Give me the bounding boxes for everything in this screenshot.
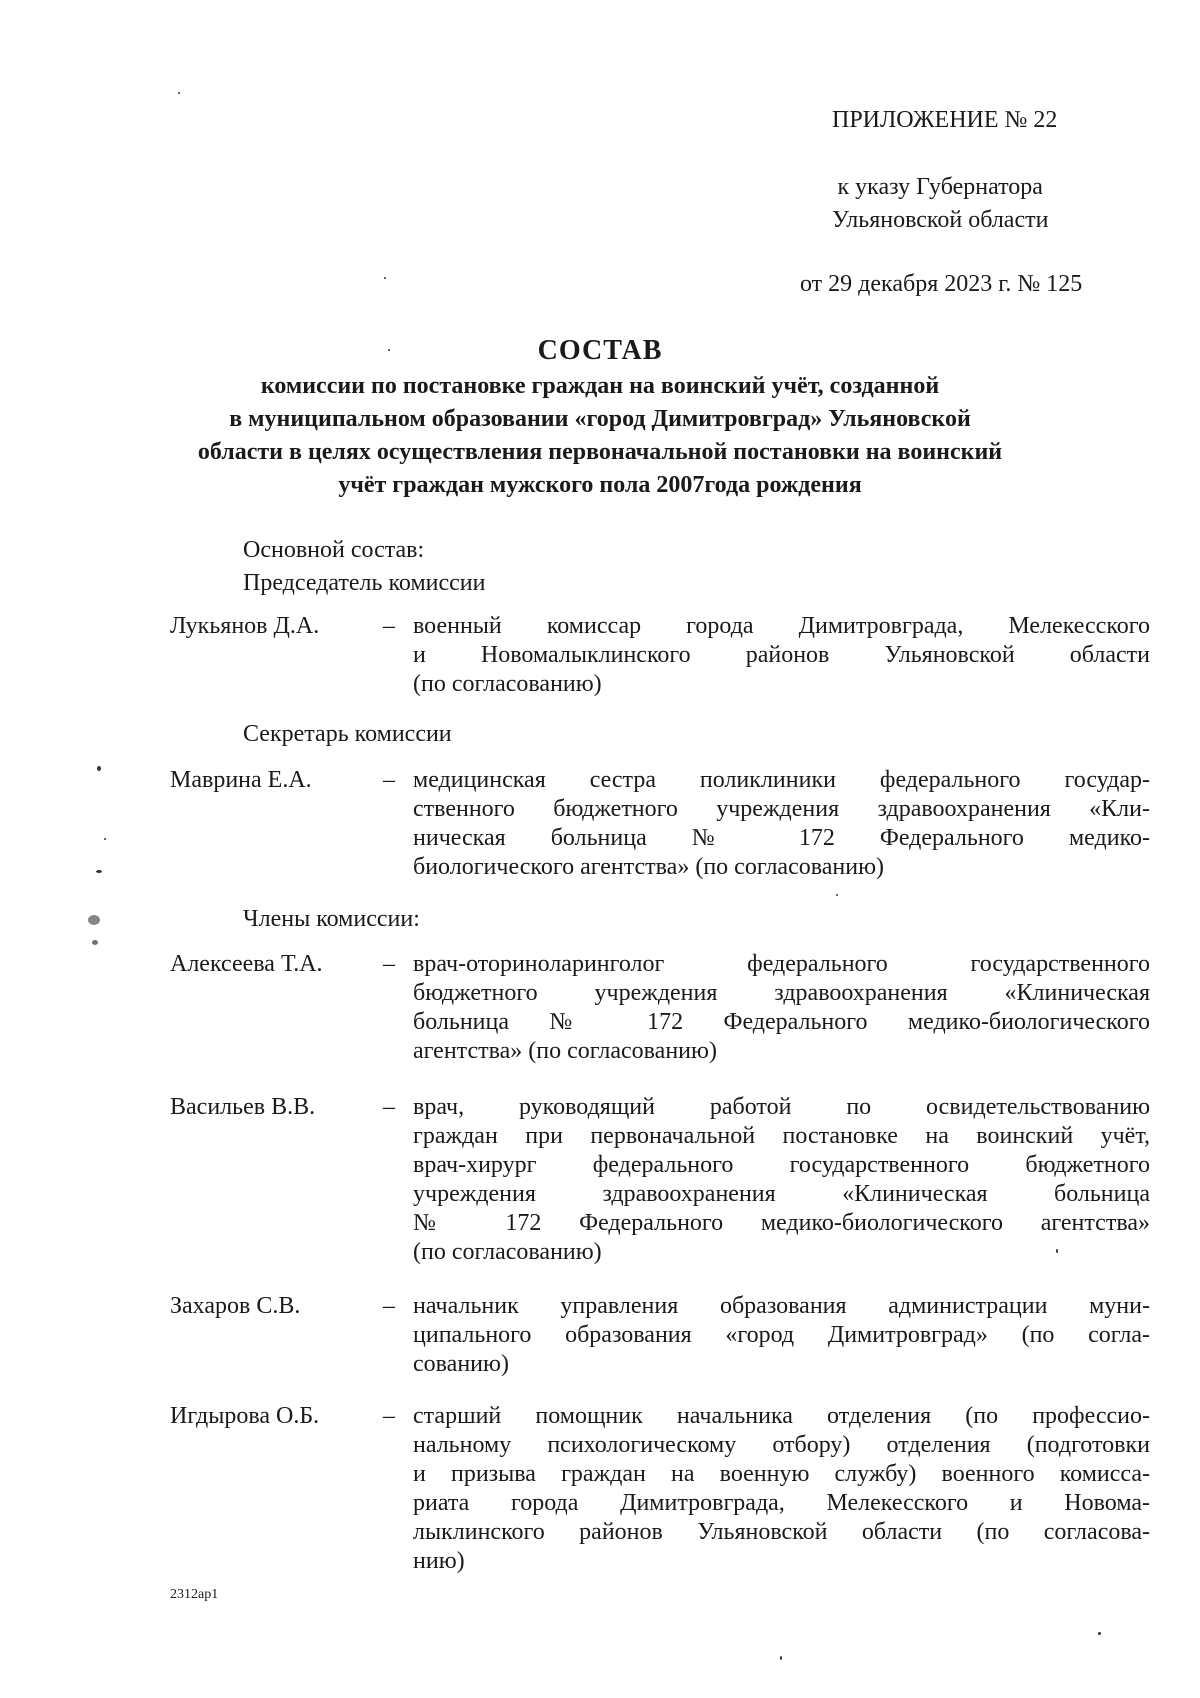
member-description [413, 950, 1150, 1066]
document-code: 2312ap1 [170, 1587, 219, 1602]
description-line: № 172 Федерального медико-биологического агентства» [413, 1210, 1150, 1236]
description-line: и призыва граждан на военную службу) военного комисса- [413, 1461, 1150, 1487]
member-description [413, 1402, 1150, 1576]
description-line: (по согласованию) [413, 1239, 602, 1265]
entry-dash: – [383, 951, 395, 977]
entry-dash: – [383, 1094, 395, 1120]
member-name: Захаров С.В. [170, 1293, 301, 1319]
scan-speck [96, 870, 102, 873]
member-description [413, 1292, 1150, 1379]
subtitle-line: комиссии по постановке граждан на воинский учёт, созданной [260, 373, 940, 399]
description-line: военный комиссар города Димитровграда, Мелекесского [413, 613, 1150, 639]
description-line: (по согласованию) [413, 671, 602, 697]
description-line: врач, руководящий работой по освидетельствованию [413, 1094, 1150, 1120]
member-name: Игдырова О.Б. [170, 1403, 320, 1429]
description-line: и Новомалыклинского районов Ульяновской области [413, 642, 1150, 668]
description-line: агентства» (по согласованию) [413, 1038, 717, 1064]
entry-dash: – [383, 1403, 395, 1429]
scan-speck [836, 894, 838, 896]
description-line: риата города Димитровграда, Мелекесского и Новома- [413, 1490, 1150, 1516]
entry-dash: – [383, 1293, 395, 1319]
scan-speck [88, 915, 100, 925]
description-line: ципального образования «город Димитровград» (по согла- [413, 1322, 1150, 1348]
entry-dash: – [383, 613, 395, 639]
decree-date: от 29 декабря 2023 г. № 125 [800, 271, 1083, 297]
description-line: врач-хирург федерального государственного бюджетного [413, 1152, 1150, 1178]
scan-speck [1056, 1249, 1058, 1253]
members-label: Члены комиссии: [243, 906, 420, 932]
appendix-number: ПРИЛОЖЕНИЕ № 22 [832, 107, 1058, 133]
entry-dash: – [383, 767, 395, 793]
description-line: старший помощник начальника отделения (по профессио- [413, 1403, 1150, 1429]
scan-speck [780, 1656, 782, 1660]
description-line: медицинская сестра поликлиники федерального государ- [413, 767, 1150, 793]
description-line: начальник управления образования администрации муни- [413, 1293, 1150, 1319]
description-line: больница № 172 Федерального медико-биологического [413, 1009, 1150, 1035]
scan-speck [1098, 1632, 1101, 1635]
member-name: Лукьянов Д.А. [170, 613, 320, 639]
member-description [413, 766, 1150, 882]
decree-reference [832, 171, 1048, 237]
subtitle-line: учёт граждан мужского пола 2007года рождения [338, 472, 862, 498]
member-name: Алексеева Т.А. [170, 951, 323, 977]
decree-line-1: к указу Губернатора [837, 174, 1043, 200]
description-line: биологического агентства» (по согласованию) [413, 854, 884, 880]
member-name: Маврина Е.А. [170, 767, 312, 793]
description-line: бюджетного учреждения здравоохранения «Клиническая [413, 980, 1150, 1006]
document-title: СОСТАВ [537, 335, 663, 366]
description-line: лыклинского районов Ульяновской области (по согласова- [413, 1519, 1150, 1545]
description-line: ственного бюджетного учреждения здравоохранения «Кли- [413, 796, 1150, 822]
chairman-label: Председатель комиссии [243, 570, 486, 596]
description-line: сованию) [413, 1351, 509, 1377]
description-line: граждан при первоначальной постановке на воинский учёт, [413, 1123, 1150, 1149]
scan-speck [384, 277, 386, 279]
member-description [413, 612, 1150, 699]
main-composition-label: Основной состав: [243, 537, 425, 563]
member-name: Васильев В.В. [170, 1094, 316, 1120]
description-line: ническая больница № 172 Федерального медико- [413, 825, 1150, 851]
scan-speck [388, 349, 390, 351]
scan-speck [92, 940, 98, 945]
description-line: нию) [413, 1548, 465, 1574]
scan-speck [104, 838, 106, 840]
subtitle-line: в муниципальном образовании «город Димитровград» Ульяновской [229, 406, 971, 432]
decree-line-2: Ульяновской области [832, 207, 1049, 233]
document-subtitle [120, 370, 1080, 502]
scan-speck [178, 92, 180, 94]
member-description [413, 1093, 1150, 1267]
scan-speck [97, 766, 101, 771]
description-line: врач-оториноларинголог федерального государственного [413, 951, 1150, 977]
subtitle-line: области в целях осуществления первоначальной постановки на воинский [197, 439, 1003, 465]
description-line: учреждения здравоохранения «Клиническая больница [413, 1181, 1150, 1207]
secretary-label: Секретарь комиссии [243, 721, 452, 747]
description-line: нальному психологическому отбору) отделения (подготовки [413, 1432, 1150, 1458]
